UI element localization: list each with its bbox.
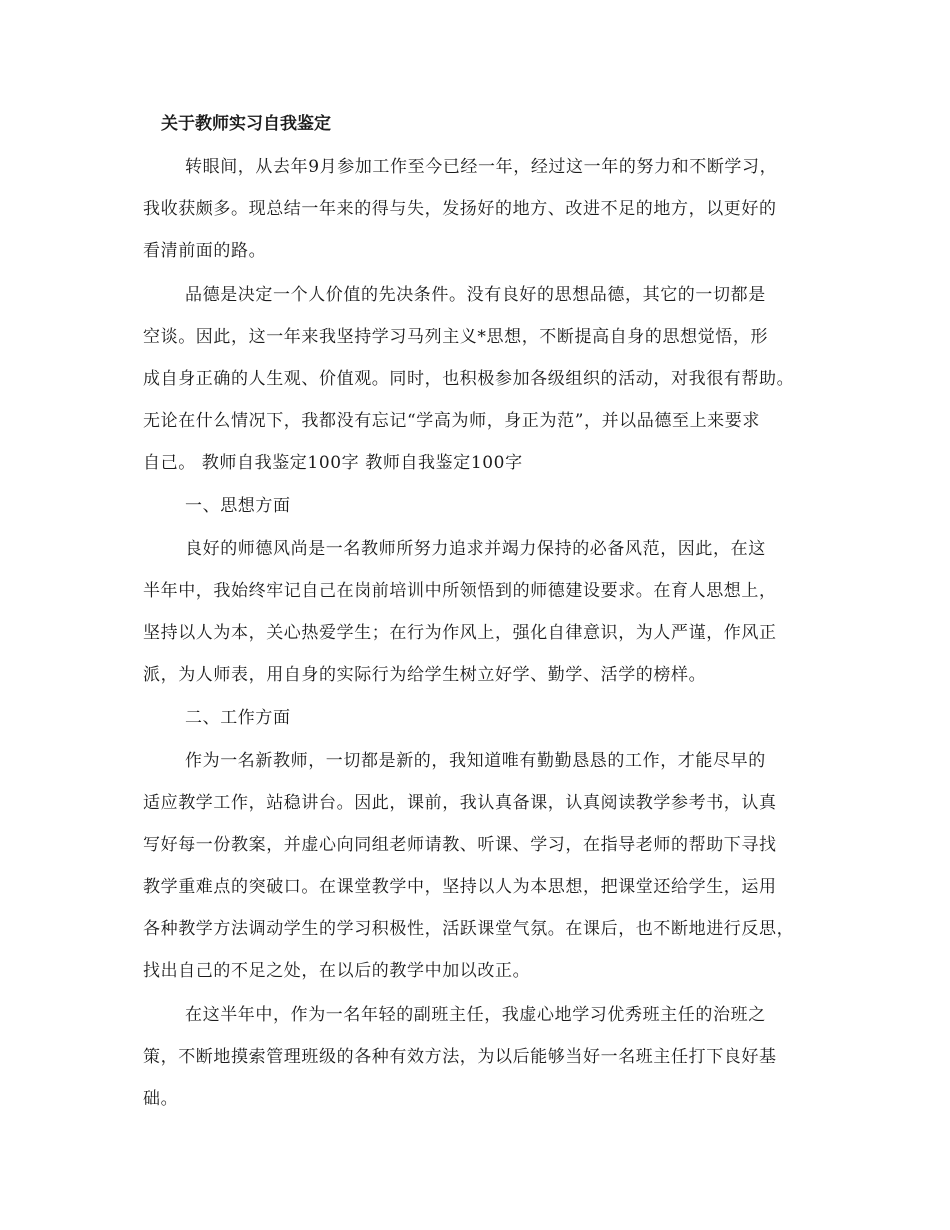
paragraph-line: 坚持以人为本，关心热爱学生；在行为作风上，强化自律意识，为人严谨，作风正	[143, 623, 777, 643]
paragraph-line: 半年中，我始终牢记自己在岗前培训中所领悟到的师德建设要求。在育人思想上，	[143, 581, 777, 601]
paragraph-line: 础。	[143, 1089, 179, 1109]
paragraph-line: 我收获颇多。现总结一年来的得与失，发扬好的地方、改进不足的地方，以更好的	[143, 199, 777, 219]
paragraph-line: 策，不断地摸索管理班级的各种有效方法，为以后能够当好一名班主任打下良好基	[143, 1047, 777, 1067]
paragraph-line: 自己。 教师自我鉴定100字 教师自我鉴定100字	[143, 453, 523, 473]
paragraph-line: 派，为人师表，用自身的实际行为给学生树立好学、勤学、活学的榜样。	[143, 665, 707, 685]
paragraph-line: 品德是决定一个人价值的先决条件。没有良好的思想品德，其它的一切都是	[185, 285, 766, 305]
paragraph-line: 无论在什么情况下，我都没有忘记“学高为师，身正为范”，并以品德至上来要求	[143, 411, 760, 431]
paragraph-line: 写好每一份教案，并虚心向同组老师请教、听课、学习，在指导老师的帮助下寻找	[143, 835, 777, 855]
paragraph-line: 教学重难点的突破口。在课堂教学中，坚持以人为本思想，把课堂还给学生，运用	[143, 877, 777, 897]
paragraph-line: 成自身正确的人生观、价值观。同时，也积极参加各级组织的活动，对我很有帮助。	[143, 369, 795, 389]
paragraph-line: 看清前面的路。	[143, 241, 267, 261]
paragraph-line: 空谈。因此，这一年来我坚持学习马列主义*思想，不断提高自身的思想觉悟，形	[143, 327, 769, 347]
document-title: 关于教师实习自我鉴定	[161, 114, 331, 134]
paragraph-line: 各种教学方法调动学生的学习积极性，活跃课堂气氛。在课后，也不断地进行反思，	[143, 919, 795, 939]
paragraph-line: 转眼间，从去年9月参加工作至今已经一年，经过这一年的努力和不断学习，	[185, 157, 778, 177]
paragraph-line: 在这半年中，作为一名年轻的副班主任，我虚心地学习优秀班主任的治班之	[185, 1005, 766, 1025]
section-heading: 一、思想方面	[185, 496, 291, 516]
paragraph-line: 作为一名新教师，一切都是新的，我知道唯有勤勤恳恳的工作，才能尽早的	[185, 751, 766, 771]
paragraph-line: 适应教学工作，站稳讲台。因此，课前，我认真备课，认真阅读教学参考书，认真	[143, 793, 777, 813]
paragraph-line: 找出自己的不足之处，在以后的教学中加以改正。	[143, 961, 531, 981]
paragraph-line: 良好的师德风尚是一名教师所努力追求并竭力保持的必备风范，因此，在这	[185, 539, 766, 559]
section-heading: 二、工作方面	[185, 708, 291, 728]
